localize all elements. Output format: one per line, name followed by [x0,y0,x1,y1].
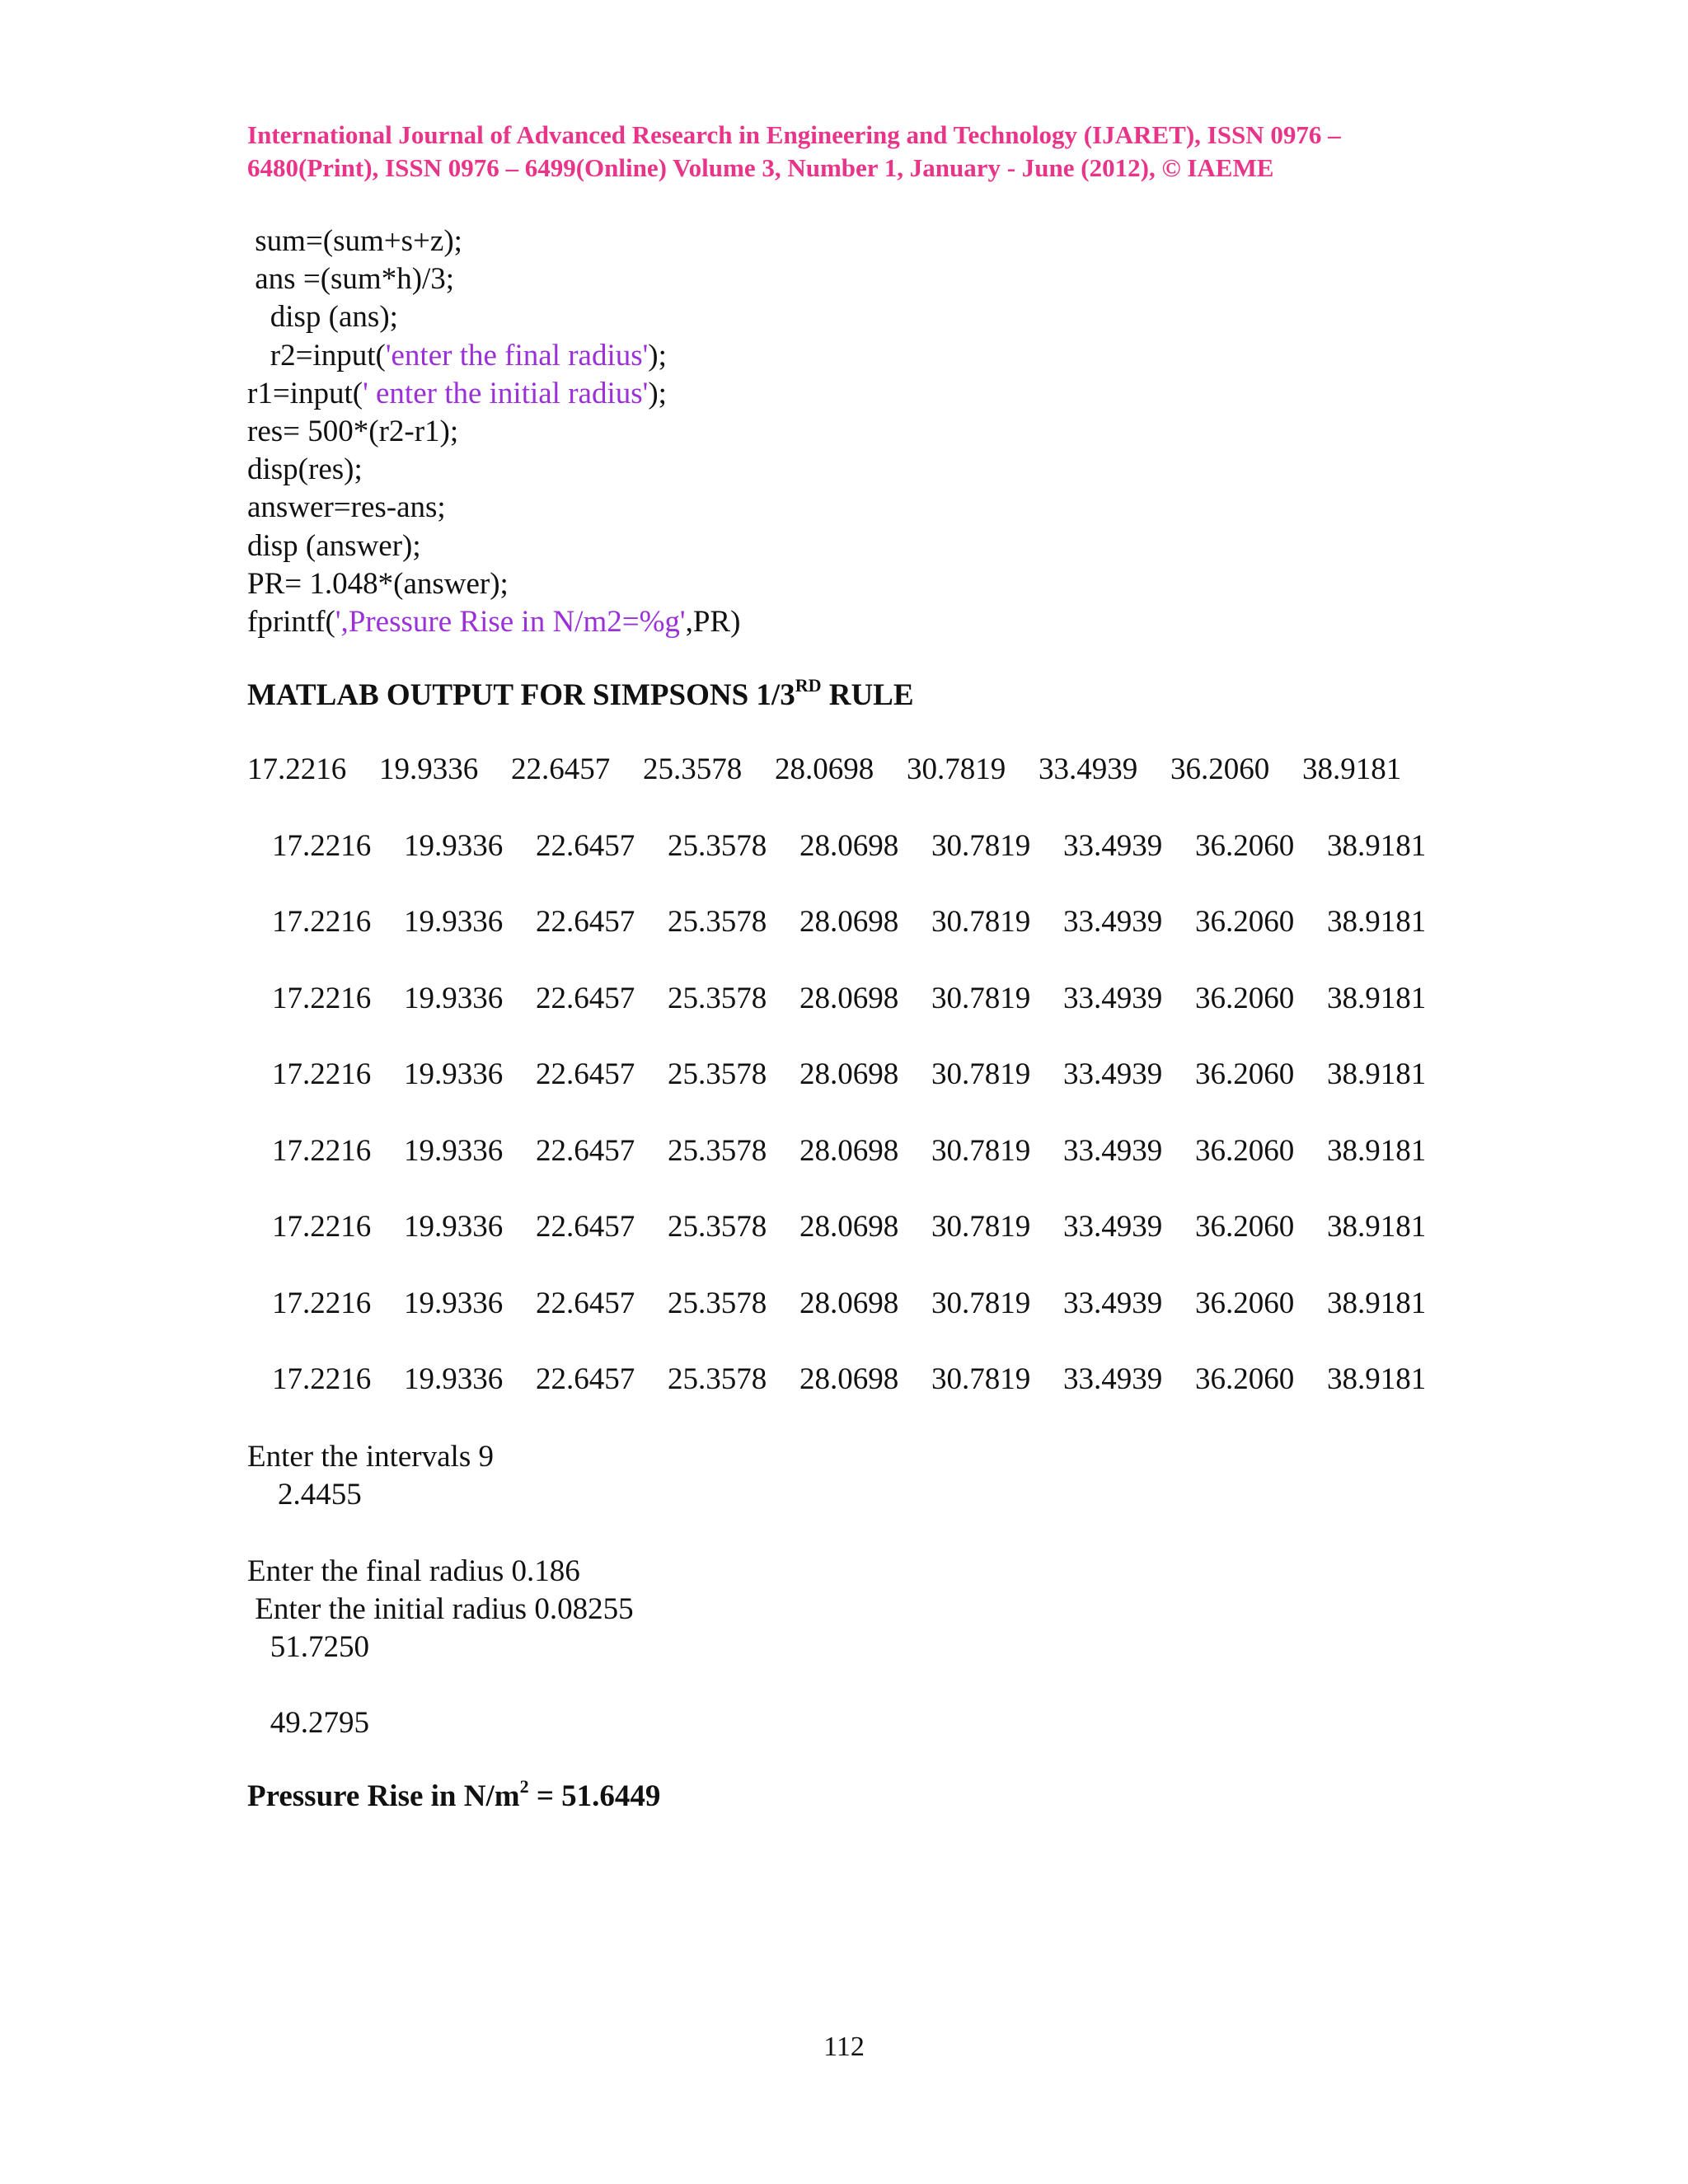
matrix-value: 28.0698 [799,1133,899,1168]
code-line: res= 500*(r2-r1); [247,414,459,448]
matrix-value: 30.7819 [931,1286,1031,1320]
matrix-value: 22.6457 [536,828,635,863]
string-literal: ' enter the initial radius' [363,376,649,410]
matrix-value: 36.2060 [1195,1286,1295,1320]
matrix-value: 25.3578 [668,1362,767,1396]
code-text: fprintf( [247,604,335,639]
journal-header-line-2: 6480(Print), ISSN 0976 – 6499(Online) Volume 3, Number 1, January - June (2012), © IAEME [247,153,1274,182]
matrix-value: 33.4939 [1063,828,1163,863]
code-text: r1=input( [247,376,363,410]
matrix-value: 25.3578 [668,828,767,863]
matrix-value: 38.9181 [1327,1133,1427,1168]
code-line: PR= 1.048*(answer); [247,566,509,601]
matrix-value: 33.4939 [1063,981,1163,1015]
code-line [247,603,740,641]
matrix-value: 33.4939 [1063,1362,1163,1396]
result-superscript: 2 [519,1776,529,1797]
code-line: sum=(sum+s+z); [247,224,462,258]
matrix-value: 17.2216 [272,828,372,863]
matrix-value: 19.9336 [404,1057,504,1091]
matrix-value: 38.9181 [1327,905,1427,939]
code-text: ); [648,376,667,410]
matrix-value: 36.2060 [1195,1362,1295,1396]
matrix-value: 38.9181 [1327,1286,1427,1320]
matrix-value: 28.0698 [799,828,899,863]
matrix-value: 22.6457 [536,981,635,1015]
matrix-value: 28.0698 [799,1057,899,1091]
matrix-value: 36.2060 [1195,981,1295,1015]
matrix-value: 17.2216 [272,1362,372,1396]
matrix-value: 22.6457 [536,1362,635,1396]
matrix-value: 33.4939 [1039,752,1138,786]
journal-header [247,119,1484,185]
matrix-value: 17.2216 [272,905,372,939]
matrix-value: 38.9181 [1327,828,1427,863]
console-line: Enter the initial radius 0.08255 [247,1591,634,1626]
console-line: 49.2795 [247,1706,369,1741]
blank-line [247,1514,634,1552]
matrix-value: 25.3578 [668,1057,767,1091]
matrix-value: 38.9181 [1327,1362,1427,1396]
heading-text: MATLAB OUTPUT FOR SIMPSONS 1/3 [247,678,795,712]
matrix-value: 19.9336 [404,1362,504,1396]
matrix-value: 36.2060 [1170,752,1270,786]
code-line: disp(res); [247,452,363,487]
code-text: ); [648,338,667,373]
matrix-value: 22.6457 [536,905,635,939]
code-line: ans =(sum*h)/3; [247,262,455,297]
console-line: 51.7250 [247,1629,369,1664]
page-number: 112 [823,2032,865,2062]
matrix-value: 22.6457 [536,1286,635,1320]
matrix-value: 22.6457 [536,1057,635,1091]
code-line: disp (ans); [247,300,398,335]
matrix-value: 28.0698 [799,981,899,1015]
matrix-value: 17.2216 [272,1057,372,1091]
heading-superscript: RD [795,675,822,696]
matrix-value: 33.4939 [1063,1057,1163,1091]
journal-header-line-1: International Journal of Advanced Research in Engineering and Technology (IJARET), ISSN 0976 – [247,120,1341,149]
matrix-value: 28.0698 [799,1286,899,1320]
matrix-value: 30.7819 [931,1362,1031,1396]
matrix-value: 19.9336 [404,905,504,939]
result-text: Pressure Rise in N/m [247,1779,520,1813]
console-line: 2.4455 [247,1478,362,1512]
matrix-value: 22.6457 [536,1133,635,1168]
matrix-value: 28.0698 [799,1362,899,1396]
matrix-value: 19.9336 [404,1286,504,1320]
matrix-value: 30.7819 [931,1057,1031,1091]
matrix-value: 17.2216 [272,1286,372,1320]
matlab-code-listing [247,223,740,641]
matrix-value: 30.7819 [931,1210,1031,1244]
matrix-value: 25.3578 [668,1286,767,1320]
matrix-value: 17.2216 [247,752,347,786]
code-line [247,337,740,375]
matrix-value: 25.3578 [668,981,767,1015]
matrix-value: 28.0698 [799,1210,899,1244]
pressure-rise-result [247,1776,661,1814]
matrix-value: 30.7819 [931,1133,1031,1168]
matrix-value: 19.9336 [404,1133,504,1168]
matrix-value: 33.4939 [1063,1133,1163,1168]
matrix-value: 33.4939 [1063,905,1163,939]
matrix-value: 19.9336 [379,752,479,786]
code-line [247,375,740,413]
matrix-value: 28.0698 [799,905,899,939]
matrix-value: 30.7819 [907,752,1006,786]
matrix-value: 33.4939 [1063,1286,1163,1320]
matrix-value: 17.2216 [272,1133,372,1168]
matrix-value: 30.7819 [931,905,1031,939]
result-value: = 51.6449 [528,1779,661,1813]
matrix-value: 25.3578 [668,1133,767,1168]
string-literal: ',Pressure Rise in N/m2=%g' [335,604,686,639]
matrix-value: 36.2060 [1195,1133,1295,1168]
matrix-value: 22.6457 [536,1210,635,1244]
matrix-value: 25.3578 [668,905,767,939]
string-literal: 'enter the final radius' [385,338,649,373]
matrix-value: 19.9336 [404,1210,504,1244]
heading-text-end: RULE [821,678,914,712]
code-line: disp (answer); [247,528,421,563]
section-heading [247,677,914,713]
matrix-value: 17.2216 [272,1210,372,1244]
matrix-value: 30.7819 [931,828,1031,863]
matrix-value: 30.7819 [931,981,1031,1015]
matrix-value: 36.2060 [1195,1057,1295,1091]
code-text: ,PR) [685,604,741,639]
matrix-value: 28.0698 [775,752,874,786]
console-line: Enter the final radius 0.186 [247,1554,580,1588]
matrix-value: 38.9181 [1327,1210,1427,1244]
matrix-value: 33.4939 [1063,1210,1163,1244]
matrix-value: 38.9181 [1327,1057,1427,1091]
console-line: Enter the intervals 9 [247,1440,494,1474]
code-line: answer=res-ans; [247,490,446,525]
matrix-value: 36.2060 [1195,1210,1295,1244]
matrix-value: 38.9181 [1302,752,1402,786]
matrix-value: 38.9181 [1327,981,1427,1015]
code-text: r2=input( [247,338,386,373]
matrix-value: 22.6457 [511,752,611,786]
matrix-value: 17.2216 [272,981,372,1015]
blank-line [247,1666,634,1704]
matlab-console-output [247,1438,634,1743]
matrix-value: 25.3578 [668,1210,767,1244]
matrix-value: 25.3578 [643,752,743,786]
matrix-value: 19.9336 [404,828,504,863]
matrix-value: 36.2060 [1195,828,1295,863]
matrix-value: 19.9336 [404,981,504,1015]
matrix-value: 36.2060 [1195,905,1295,939]
